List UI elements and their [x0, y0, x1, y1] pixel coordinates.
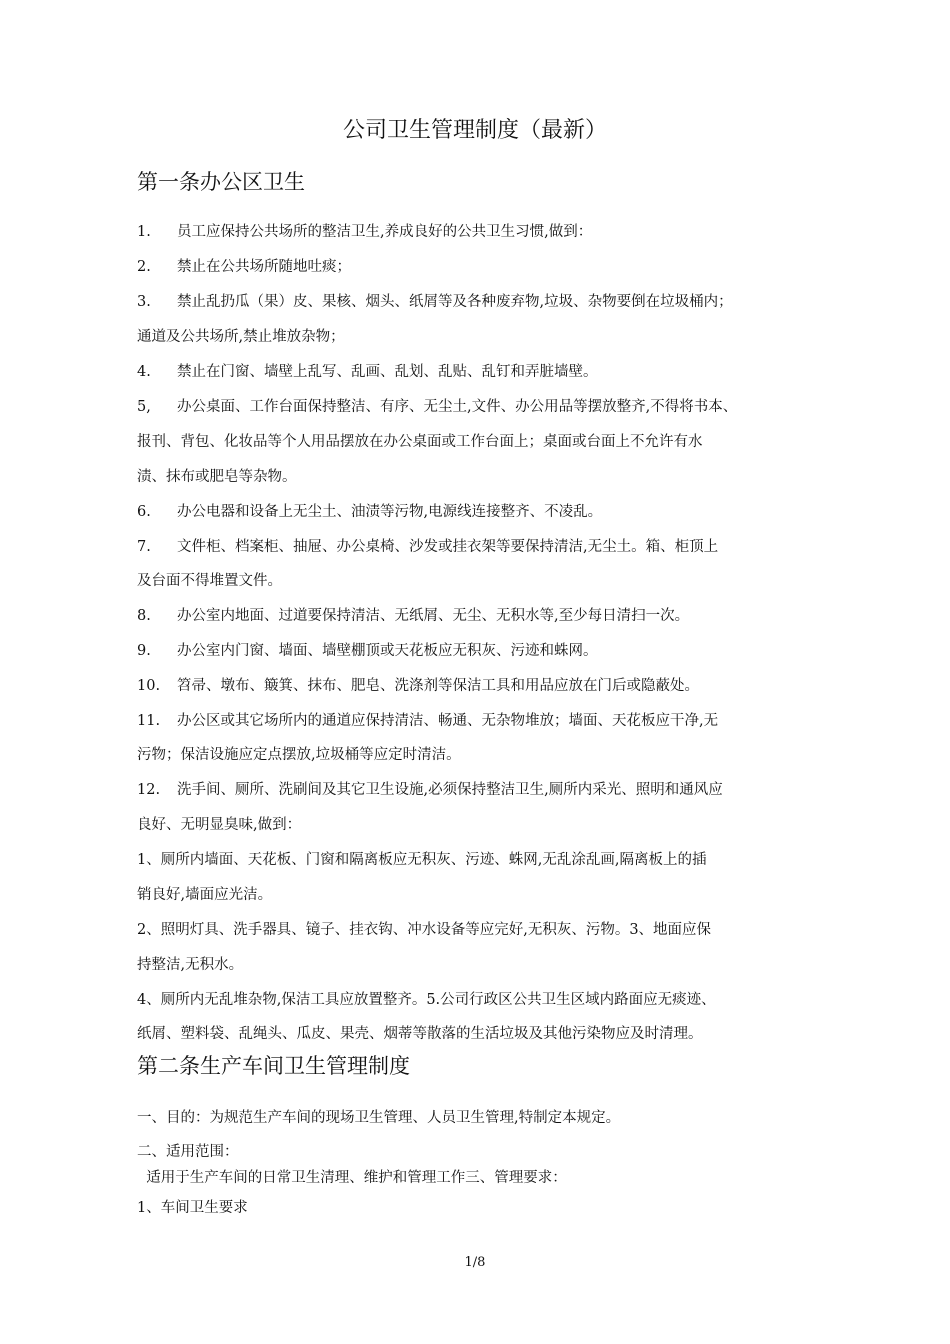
item-text: 笤帚、墩布、簸箕、抹布、肥皂、洗涤剂等保洁工具和用品应放在门后或隐蔽处。 [177, 678, 699, 694]
list-item [137, 606, 689, 626]
list-item [137, 502, 602, 522]
list-item [137, 257, 351, 277]
list-item-continuation: 纸屑、塑料袋、乱绳头、瓜皮、果壳、烟蒂等散落的生活垃圾及其他污染物应及时清理。 [137, 1026, 703, 1042]
item-text: 员工应保持公共场所的整洁卫生,养成良好的公共卫生习惯,做到： [177, 224, 593, 240]
item-text: 洗手间、厕所、洗刷间及其它卫生设施,必须保持整洁卫生,厕所内采光、照明和通风应 [177, 782, 723, 798]
list-item-continuation: 4、厕所内无乱堆杂物,保洁工具应放置整齐。5.公司行政区公共卫生区域内路面应无痰迹、 [137, 992, 716, 1008]
list-item [137, 362, 598, 382]
item-text: 禁止在门窗、墙壁上乱写、乱画、乱划、乱贴、乱钉和弄脏墙壁。 [177, 364, 598, 380]
item-number: 1. [137, 224, 151, 240]
item-text: 办公室内门窗、墙面、墙壁棚顶或天花板应无积灰、污迹和蛛网。 [177, 643, 598, 659]
list-item-continuation: 2、照明灯具、洗手器具、镜子、挂衣钩、冲水设备等应完好,无积灰、污物。3、地面应保 [137, 922, 712, 938]
item-text: 禁止在公共场所随地吐痰； [177, 259, 351, 275]
page-number: 1/8 [464, 1255, 486, 1270]
list-item [137, 711, 718, 731]
item-text: 办公电器和设备上无尘土、油渍等污物,电源线连接整齐、不凌乱。 [177, 504, 603, 520]
list-item-continuation: 通道及公共场所,禁止堆放杂物； [137, 329, 345, 345]
item-text: 禁止乱扔瓜（果）皮、果核、烟头、纸屑等及各种废弃物,垃圾、杂物要倒在垃圾桶内； [177, 294, 733, 310]
item-number: 3. [137, 294, 151, 310]
list-item-continuation: 报刊、背包、化妆品等个人用品摆放在办公桌面或工作台面上；桌面或台面上不允许有水 [137, 434, 703, 450]
list-item [137, 537, 718, 557]
item-text: 办公桌面、工作台面保持整洁、有序、无尘土,文件、办公用品等摆放整齐,不得将书本、 [177, 399, 738, 415]
list-item [137, 397, 737, 417]
list-item-continuation: 销良好,墙面应光洁。 [137, 887, 273, 903]
item-number: 12. [137, 782, 161, 798]
list-item-continuation: 1、厕所内墙面、天花板、门窗和隔离板应无积灰、污迹、蛛网,无乱涂乱画,隔离板上的插 [137, 852, 707, 868]
item-number: 8. [137, 608, 151, 624]
item-number: 7. [137, 539, 151, 555]
item-text: 办公室内地面、过道要保持清洁、无纸屑、无尘、无积水等,至少每日清扫一次。 [177, 608, 690, 624]
list-item [137, 641, 598, 661]
list-item [137, 292, 733, 312]
document-title: 公司卫生管理制度（最新） [342, 118, 607, 143]
section-2-heading: 第二条生产车间卫生管理制度 [137, 1054, 410, 1078]
list-item-continuation: 污物；保洁设施应定点摆放,垃圾桶等应定时清洁。 [137, 747, 461, 763]
item-text: 办公区或其它场所内的通道应保持清洁、畅通、无杂物堆放；墙面、天花板应干净,无 [177, 713, 719, 729]
paragraph-line: 适用于生产车间的日常卫生清理、维护和管理工作三、管理要求： [137, 1170, 567, 1186]
paragraph-line: 二、适用范围： [137, 1144, 239, 1160]
list-item-continuation: 良好、无明显臭味,做到： [137, 817, 302, 833]
paragraph-line: 一、目的：为规范生产车间的现场卫生管理、人员卫生管理,特制定本规定。 [137, 1110, 621, 1126]
item-number: 2. [137, 259, 151, 275]
list-item-continuation: 及台面不得堆置文件。 [137, 573, 282, 589]
item-number: 10. [137, 678, 161, 694]
list-item-continuation: 渍、抹布或肥皂等杂物。 [137, 469, 297, 485]
item-number: 11. [137, 713, 161, 729]
item-number: 9. [137, 643, 151, 659]
section-1-heading: 第一条办公区卫生 [137, 170, 305, 194]
item-number: 4. [137, 364, 151, 380]
item-number: 6. [137, 504, 151, 520]
list-item-continuation: 持整洁,无积水。 [137, 957, 244, 973]
list-item [137, 222, 592, 242]
item-text: 文件柜、档案柜、抽屉、办公桌椅、沙发或挂衣架等要保持清洁,无尘土。箱、柜顶上 [177, 539, 719, 555]
paragraph-line: 1、车间卫生要求 [137, 1200, 248, 1216]
list-item [137, 780, 723, 800]
list-item [137, 676, 699, 696]
item-number: 5, [137, 399, 151, 415]
